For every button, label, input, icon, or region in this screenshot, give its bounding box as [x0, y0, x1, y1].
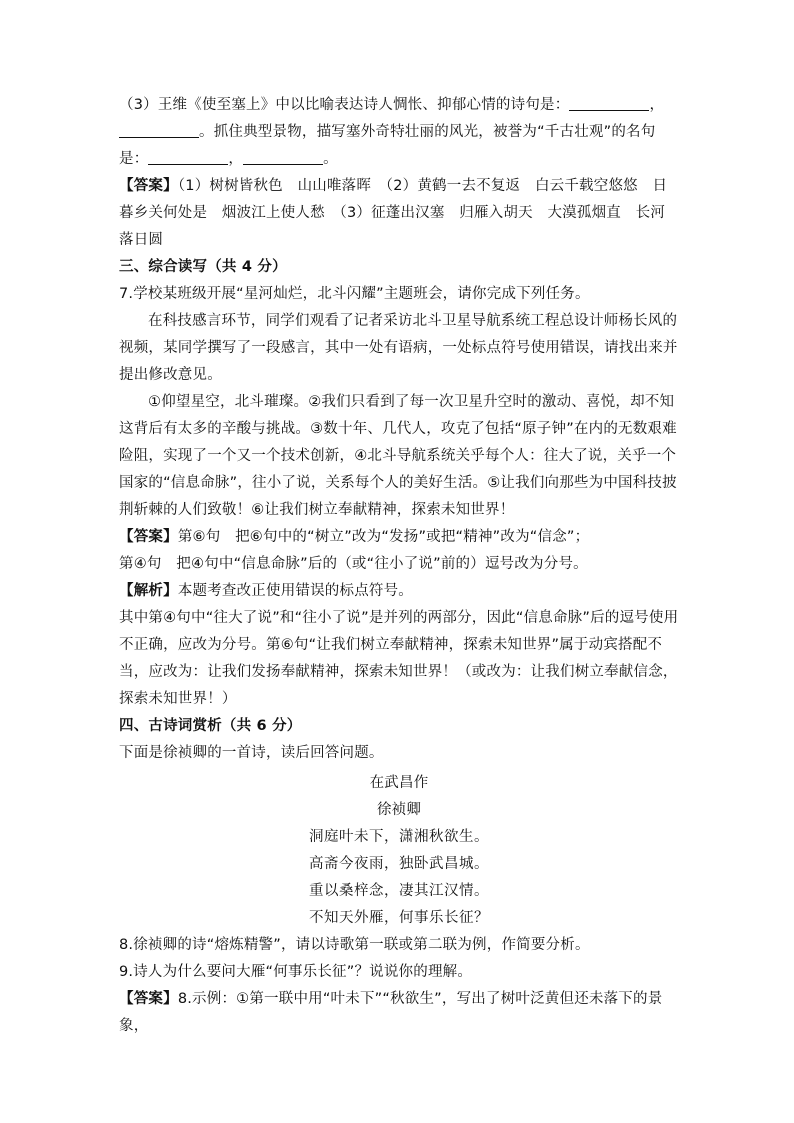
answer-blank-2[interactable] — [119, 121, 199, 138]
answer-blank-3[interactable] — [148, 148, 228, 165]
poem-line: 重以桑梓念，凄其江汉情。 — [309, 883, 489, 899]
poem-title: 在武昌作 — [369, 775, 429, 791]
poem-line: 高斋今夜雨，独卧武昌城。 — [309, 856, 489, 872]
answer-7-line-1 — [119, 524, 679, 551]
answer-1 — [119, 173, 679, 254]
question-9: 9.诗人为什么要问大雁“何事乐长征”？说说你的理解。 — [119, 964, 473, 980]
section-4-title: 四、古诗词赏析（共 6 分） — [119, 718, 302, 734]
poem-line: 洞庭叶未下，潇湘秋欲生。 — [309, 829, 489, 845]
question-7-task: 在科技感言环节，同学们观看了记者采访北斗卫星导航系统工程总设计师杨长风的视频，某同学撰写了一段感言，其中一处有语病，一处标点符号使用错误，请找出来并提出修改意见。 — [119, 313, 678, 383]
question-3 — [119, 92, 679, 173]
section-4-intro: 下面是徐祯卿的一首诗，读后回答问题。 — [119, 745, 384, 761]
explanation-7-body: 其中第④句中“往大了说”和“往小了说”是并列的两部分，因此“信息命脉”后的逗号使用不正确，应改为分号。第⑥句“让我们树立奉献精神，探索未知世界”属于动宾搭配不当，应改为：让我们发扬奉献精神，探索未知世界！（或改为：让我们树立奉献信念，探索未知世界！） — [119, 610, 679, 707]
question-7-passage: ①仰望星空，北斗璀璨。②我们只看到了每一次卫星升空时的激动、喜悦，却不知这背后有太多的辛酸与挑战。③数十年、几代人，攻克了包括“原子钟”在内的无数艰难险阻，实现了一个又一个技术创新，④北斗导航系统关乎每个人：往大了说，关乎一个国家的“信息命脉”，往小了说，关系每个人的美好生活。⑤让我们向那些为中国科技披荆斩棘的人们致敬！⑥让我们树立奉献精神，探索未知世界！ — [119, 394, 677, 518]
poem-author: 徐祯卿 — [376, 802, 422, 818]
q3-end: 。 — [323, 151, 338, 167]
explanation-7 — [119, 578, 679, 605]
answer-blank-4[interactable] — [243, 148, 323, 165]
answer-8 — [119, 986, 679, 1040]
answer-tag: 【答案】 — [119, 178, 178, 194]
q3-text-3: 是： — [119, 151, 149, 167]
explanation-7-line-1: 本题考查改正使用错误的标点符号。 — [177, 583, 414, 599]
answer-8-text: 8.示例：①第一联中用“叶未下”“秋欲生”，写出了树叶泛黄但还未落下的景象， — [119, 991, 663, 1034]
question-8: 8.徐祯卿的诗“熔炼精警”，请以诗歌第一联或第二联为例，作简要分析。 — [119, 937, 590, 953]
q3-text-2: 。抓住典型景物，描写塞外奇特壮丽的风光，被誉为“千古壮观”的名句 — [199, 124, 656, 140]
answer-7-line-2: 第④句 把④句中“信息命脉”后的（或“往小了说”前的）逗号改为分号。 — [119, 556, 588, 572]
answer-blank-1[interactable] — [569, 94, 649, 111]
answer-tag: 【答案】 — [119, 991, 178, 1007]
explanation-tag: 【解析】 — [119, 583, 178, 599]
q3-sep-2: ， — [228, 151, 244, 167]
poem-line: 不知天外雁，何事乐长征？ — [309, 910, 489, 926]
q3-sep-1: ， — [649, 97, 665, 113]
answer-7-text-1: 第⑥句 把⑥句中的“树立”改为“发扬”或把“精神”改为“信念”； — [177, 529, 590, 545]
section-3-title: 三、综合读写（共 4 分） — [119, 259, 287, 275]
answer-text: （1）树树皆秋色 山山唯落晖 （2）黄鹤一去不复返 白云千载空悠悠 日暮乡关何处是 烟波江上使人愁 （3）征蓬出汉塞 归雁入胡天 大漠孤烟直 长河落日圆 — [119, 178, 668, 248]
answer-tag: 【答案】 — [119, 529, 178, 545]
exam-page — [119, 92, 679, 1040]
q3-text-1: （3）王维《使至塞上》中以比喻表达诗人惆怅、抑郁心情的诗句是： — [119, 97, 570, 113]
question-7-intro: 7.学校某班级开展“星河灿烂，北斗闪耀”主题班会，请你完成下列任务。 — [119, 286, 590, 302]
